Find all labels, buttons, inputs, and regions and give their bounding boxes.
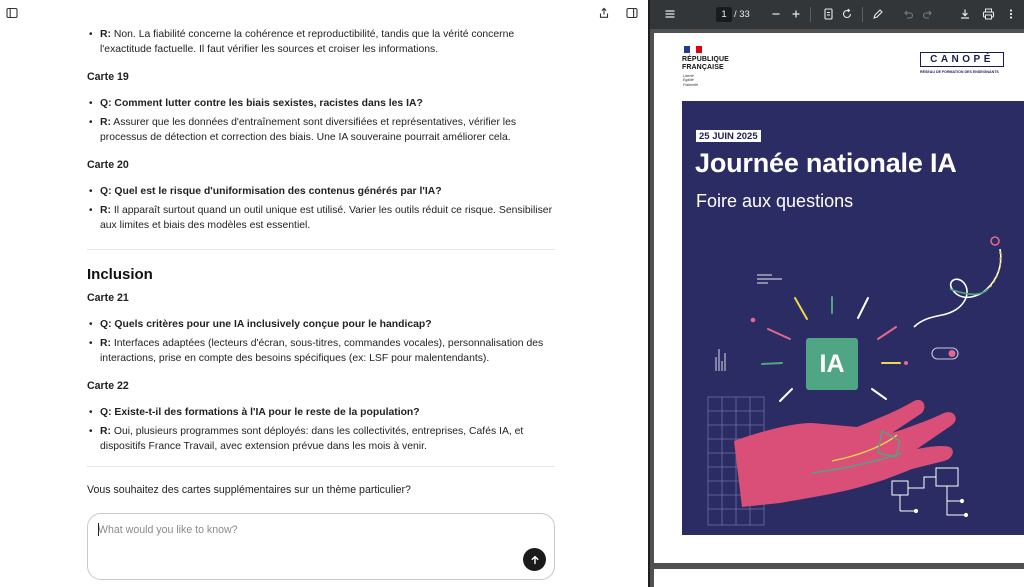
answer-item: • R: Non. La fiabilité concerne la cohérence et reproductibilité, tandis que la vérité concerne l'exactitude factuelle. Il faut vérifier les sources et croiser les informations. bbox=[87, 27, 555, 57]
pdf-menu-button[interactable] bbox=[662, 6, 678, 22]
split-panel-icon bbox=[626, 7, 638, 19]
card-title: Carte 19 bbox=[87, 71, 129, 83]
answer-item: • R: Interfaces adaptées (lecteurs d'écran, sous-titres, commandes vocales), personnalisation des interactions, prise en compte des besoins spécifiques (ex: LSF pour malentendants). bbox=[87, 336, 555, 366]
pen-icon bbox=[872, 8, 884, 20]
cover-artwork bbox=[682, 101, 1024, 535]
cover-title: Journée nationale IA bbox=[695, 148, 957, 178]
annotate-button[interactable] bbox=[870, 6, 886, 22]
date-badge: 25 JUIN 2025 bbox=[696, 130, 761, 142]
section-divider bbox=[87, 466, 555, 467]
follow-up-text: Vous souhaitez des cartes supplémentaires sur un thème particulier? bbox=[87, 484, 411, 496]
undo-button[interactable] bbox=[900, 6, 916, 22]
card-title: Carte 20 bbox=[87, 159, 129, 171]
chat-content bbox=[87, 0, 555, 496]
answer-item: • R: Oui, plusieurs programmes sont déployés: dans les collectivités, entreprises, Cafés IA, et dispositifs France Travail, avec extension prévue dans les mois à venir. bbox=[87, 424, 555, 454]
plus-icon bbox=[791, 9, 801, 19]
toggle-sidebar-button[interactable] bbox=[4, 5, 20, 21]
arrow-up-icon bbox=[530, 555, 540, 565]
undo-icon bbox=[902, 8, 914, 20]
card-title: Carte 22 bbox=[87, 380, 129, 392]
hamburger-icon bbox=[664, 8, 676, 20]
send-button[interactable] bbox=[523, 548, 546, 571]
canope-subtitle: RÉSEAU DE FORMATION DES ENSEIGNANTS bbox=[920, 70, 999, 74]
section-heading: Inclusion bbox=[87, 266, 153, 283]
redo-icon bbox=[922, 8, 934, 20]
question-item: • Q: Quels critères pour une IA inclusively conçue pour le handicap? bbox=[87, 317, 555, 332]
canope-logo: CANOPÉ bbox=[920, 52, 1004, 67]
card-title: Carte 21 bbox=[87, 292, 129, 304]
rotate-icon bbox=[841, 8, 853, 20]
fit-page-button[interactable] bbox=[820, 6, 836, 22]
page-count: / 33 bbox=[734, 9, 750, 20]
pdf-page-next bbox=[654, 569, 1024, 587]
pdf-toolbar bbox=[650, 0, 1024, 29]
rotate-button[interactable] bbox=[839, 6, 855, 22]
more-options-button[interactable] bbox=[1003, 6, 1019, 22]
republique-francaise-label: RÉPUBLIQUE FRANÇAISE bbox=[682, 56, 729, 71]
answer-item: • R: Assurer que les données d'entraînement sont diversifiées et représentatives, vérifier les processus de détection et correction des biais. Une IA souveraine pourrait améliorer cela. bbox=[87, 115, 555, 145]
fit-page-icon bbox=[823, 8, 834, 20]
download-button[interactable] bbox=[957, 6, 973, 22]
minus-icon bbox=[771, 9, 781, 19]
answer-item: • R: Il apparaît surtout quand un outil unique est utilisé. Varier les outils réduit ce risque. Sensibiliser aux limites et biais des modèles est essentiel. bbox=[87, 203, 555, 233]
marianne-logo bbox=[684, 46, 702, 53]
toggle-panel-button[interactable] bbox=[624, 5, 640, 21]
hand-shape bbox=[734, 400, 956, 507]
toolbar-separator bbox=[862, 7, 863, 22]
message-input[interactable] bbox=[98, 522, 518, 538]
hand-illustration bbox=[682, 101, 1024, 535]
share-icon bbox=[598, 7, 610, 19]
print-icon bbox=[982, 8, 995, 20]
text-caret bbox=[98, 523, 99, 536]
redo-button[interactable] bbox=[920, 6, 936, 22]
question-item: • Q: Comment lutter contre les biais sexistes, racistes dans les IA? bbox=[87, 96, 555, 111]
zoom-in-button[interactable] bbox=[788, 6, 804, 22]
section-divider bbox=[87, 249, 555, 250]
download-icon bbox=[959, 8, 971, 20]
ia-label: IA bbox=[819, 350, 845, 378]
pdf-page bbox=[654, 33, 1024, 563]
toolbar-separator bbox=[810, 7, 811, 22]
cover-subtitle: Foire aux questions bbox=[696, 191, 854, 211]
motto-label: Liberté Égalité Fraternité bbox=[683, 74, 698, 87]
print-button[interactable] bbox=[980, 6, 996, 22]
message-composer[interactable] bbox=[87, 513, 555, 580]
share-button[interactable] bbox=[596, 5, 612, 21]
sidebar-icon bbox=[6, 7, 18, 19]
more-vertical-icon bbox=[1008, 8, 1014, 20]
page-number-input[interactable]: 1 bbox=[716, 7, 732, 22]
zoom-out-button[interactable] bbox=[768, 6, 784, 22]
question-item: • Q: Existe-t-il des formations à l'IA pour le reste de la population? bbox=[87, 405, 555, 420]
question-item: • Q: Quel est le risque d'uniformisation des contenus générés par l'IA? bbox=[87, 184, 555, 199]
pdf-viewer bbox=[648, 0, 1024, 587]
